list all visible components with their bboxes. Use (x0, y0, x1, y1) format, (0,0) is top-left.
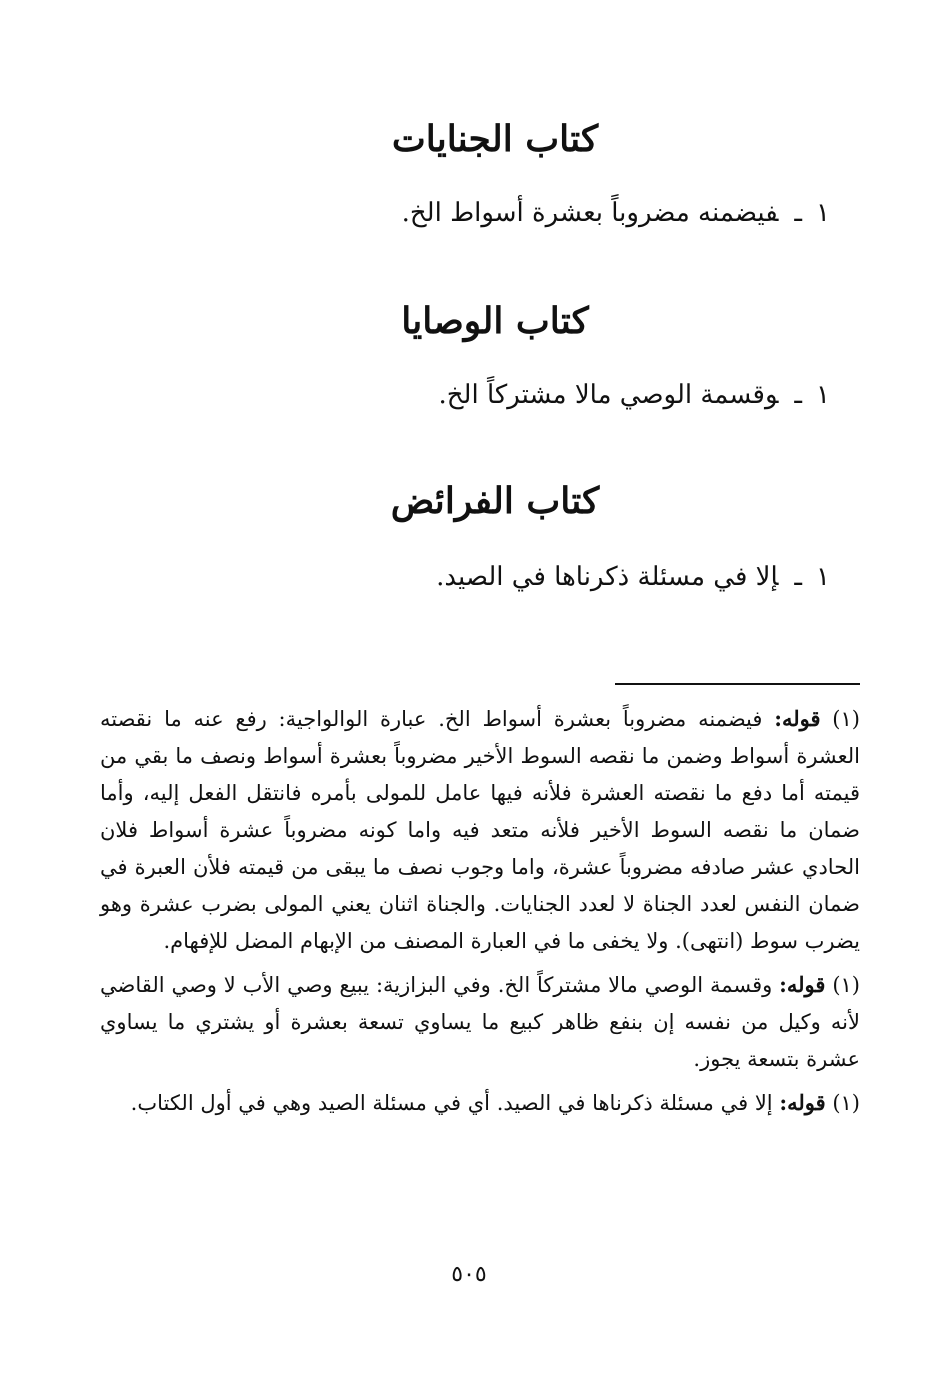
footnote-marker: (١) (832, 1091, 860, 1115)
footnotes (100, 700, 860, 1128)
section-entry-faraid (370, 562, 830, 592)
section-entry-wasaya (370, 380, 830, 410)
footnote (100, 700, 860, 960)
footnote-label: قوله: (774, 706, 821, 731)
entry-text: وقسمة الوصي مالا مشتركاً الخ. (438, 380, 779, 410)
entry-dash: ـ (794, 198, 803, 228)
section-title-faraid: كتاب الفرائض (390, 480, 600, 522)
footnote-marker: (١) (832, 707, 860, 731)
page-number: ٥٠٥ (451, 1262, 487, 1287)
section-entry-jinayat (370, 198, 830, 228)
footnote (100, 966, 860, 1078)
footnote-text: وقسمة الوصي مالا مشتركاً الخ. وفي البزازية: يبيع وصي الأب لا وصي القاضي لأنه وكيل من نفسه إن بنفع ظاهر كبيع ما يساوي تسعة بعشرة أو يشتري ما يساوي عشرة بتسعة يجوز. (100, 973, 860, 1071)
footnote-text: فيضمنه مضروباً بعشرة أسواط الخ. عبارة الوالواجية: رفع عنه ما نقصته العشرة أسواط وضمن ما نقصه السوط الأخير مضروباً بعشرة أسواط ونصف ما بقي من قيمته أما دفع ما نقصته العشرة فلأنه فيها عامل للمولى بأمره فانتقل الفعل إليه، وأما ضمان ما نقصه السوط الأخير فلأنه متعد فيه واما كونه مضروباً عشرة أسواط فلان الحادي عشر صادفه مضروباً عشرة، واما وجوب نصف ما يبقى من قيمته فلأن العبرة في ضمان النفس لعدد الجناة لا لعدد الجنايات. والجناة اثنان يعني المولى بضرب عشرة وهو يضرب سوط (انتهى). ولا يخفى ما في العبارة المصنف من الإبهام المضل للإفهام. (100, 707, 860, 953)
section-title-wasaya: كتاب الوصايا (401, 300, 589, 342)
entry-number: ١ (816, 380, 830, 410)
entry-number: ١ (816, 198, 830, 228)
entry-dash: ـ (794, 562, 803, 592)
section-title-jinayat: كتاب الجنايات (391, 118, 599, 160)
footnote-label: قوله: (779, 972, 826, 997)
entry-text: فيضمنه مضروباً بعشرة أسواط الخ. (401, 198, 779, 228)
footnote-separator (615, 683, 860, 685)
entry-dash: ـ (794, 380, 803, 410)
entry-number: ١ (816, 562, 830, 592)
footnote-text: إلا في مسئلة ذكرناها في الصيد. أي في مسئلة الصيد وهي في أول الكتاب. (130, 1091, 773, 1115)
entry-text: إلا في مسئلة ذكرناها في الصيد. (436, 562, 779, 592)
footnote (100, 1084, 860, 1122)
footnote-marker: (١) (832, 973, 860, 997)
footnote-label: قوله: (779, 1090, 826, 1115)
